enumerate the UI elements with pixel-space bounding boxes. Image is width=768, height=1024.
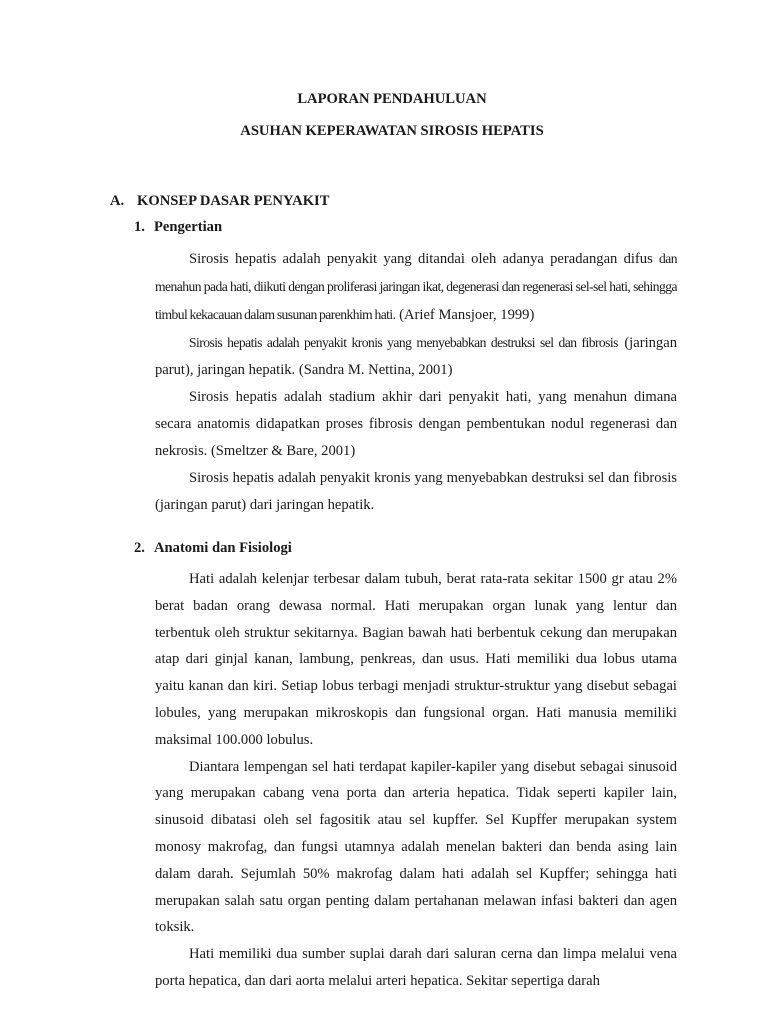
document-subtitle: ASUHAN KEPERAWATAN SIROSIS HEPATIS bbox=[240, 123, 544, 139]
section-1-label: Pengertian bbox=[154, 219, 223, 235]
paragraph: Hati memiliki dua sumber suplai darah dari saluran cerna dan limpa melalui vena porta hepatica, dan dari aorta melalui arteri hepatica. Sekitar sepertiga darah bbox=[155, 946, 677, 989]
paragraph-text-condensed: Sirosis hepatis adalah penyakit kronis yang menyebabkan destruksi sel dan fibrosis bbox=[189, 335, 618, 350]
section-2-body bbox=[155, 566, 677, 995]
section-a-heading: KONSEP DASAR PENYAKIT bbox=[137, 193, 330, 209]
paragraph: Sirosis hepatis adalah penyakit kronis yang menyebabkan destruksi sel dan fibrosis (jaringan parut) dari jaringan hepatik. bbox=[155, 470, 677, 513]
section-1-number: 1. bbox=[134, 219, 145, 235]
paragraph-text: Sirosis hepatis adalah penyakit yang ditandai oleh adanya peradangan difus bbox=[189, 251, 653, 267]
section-2-number: 2. bbox=[134, 540, 145, 556]
paragraph: Hati adalah kelenjar terbesar dalam tubuh, berat rata-rata sekitar 1500 gr atau 2% berat badan orang dewasa normal. Hati merupakan organ lunak yang lentur dan terbentuk oleh struktur sekitarnya. Bagian bawah hati berbentuk cekung dan merupakan atap dari ginjal kanan, lambung, penkreas, dan usus. Hati memiliki dua lobus utama yaitu kanan dan kiri. Setiap lobus terbagi menjadi struktur-struktur yang disebut sebagai lobules, yang merupakan mikroskopis dan fungsional organ. Hati manusia memiliki maksimal 100.000 lobulus. bbox=[155, 571, 677, 748]
paragraph: Sirosis hepatis adalah stadium akhir dari penyakit hati, yang menahun dimana secara anatomis didapatkan proses fibrosis dengan pembentukan nodul regenerasi dan nekrosis. (Smeltzer & Bare, 2001) bbox=[155, 389, 677, 459]
paragraph-text: (jaringan parut), jaringan hepatik. (Sandra M. Nettina, 2001) bbox=[155, 335, 677, 378]
document-title: LAPORAN PENDAHULUAN bbox=[297, 91, 487, 107]
paragraph: Diantara lempengan sel hati terdapat kapiler-kapiler yang disebut sebagai sinusoid yang merupakan cabang vena porta dan arteria hepatica. Tidak seperti kapiler lain, sinusoid dibatasi oleh sel fagositik atau sel kupffer. Sel Kupffer merupakan system monosy makrofag, dan fungsi utamnya adalah menelan bakteri dan benda asing lain dalam darah. Sejumlah 50% makrofag dalam hati adalah sel Kupffer; sehingga hati merupakan salah satu organ penting dalam pertahanan melawan infasi bakteri dan agen toksik. bbox=[155, 758, 677, 936]
section-2-label: Anatomi dan Fisiologi bbox=[154, 540, 292, 556]
section-1-body bbox=[155, 245, 677, 519]
section-1-heading bbox=[134, 219, 222, 236]
paragraph-text-condensed: dan menahun pada hati, diikuti dengan proliferasi jaringan ikat, degenerasi dan regenerasi sel-sel hati, sehingga timbul kekacauan dalam susunan parenkhim hati. bbox=[155, 251, 677, 322]
section-a-letter: A. bbox=[110, 193, 125, 209]
citation: (Arief Mansjoer, 1999) bbox=[399, 307, 535, 323]
paragraph bbox=[155, 245, 677, 329]
paragraph bbox=[155, 329, 677, 384]
section-2-heading bbox=[134, 540, 292, 557]
